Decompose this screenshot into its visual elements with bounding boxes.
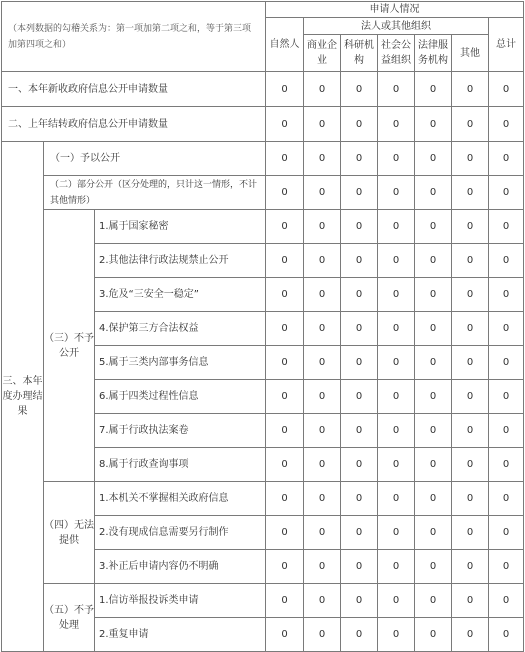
item-label: 3.危及“三安全一稳定” bbox=[95, 278, 266, 312]
cell-value: 0 bbox=[415, 278, 452, 312]
col-business: 商业企业 bbox=[304, 35, 341, 72]
cell-value: 0 bbox=[266, 142, 304, 176]
row-notdisclose-1 bbox=[2, 210, 524, 244]
item-label: 2.重复申请 bbox=[95, 618, 266, 652]
cell-value: 0 bbox=[341, 210, 378, 244]
cell-value: 0 bbox=[304, 244, 341, 278]
cell-value: 0 bbox=[378, 278, 415, 312]
cell-value: 0 bbox=[378, 107, 415, 142]
item-label: 3.补正后申请内容仍不明确 bbox=[95, 550, 266, 584]
cell-value: 0 bbox=[489, 346, 524, 380]
cell-value: 0 bbox=[489, 414, 524, 448]
cell-value: 0 bbox=[304, 142, 341, 176]
cell-value: 0 bbox=[266, 72, 304, 107]
cell-value: 0 bbox=[266, 176, 304, 210]
cell-value: 0 bbox=[452, 380, 489, 414]
cell-value: 0 bbox=[304, 278, 341, 312]
cell-value: 0 bbox=[341, 618, 378, 652]
cell-value: 0 bbox=[266, 584, 304, 618]
cell-value: 0 bbox=[266, 107, 304, 142]
cell-value: 0 bbox=[415, 584, 452, 618]
item-label: 4.保护第三方合法权益 bbox=[95, 312, 266, 346]
cell-value: 0 bbox=[304, 482, 341, 516]
cell-value: 0 bbox=[452, 346, 489, 380]
cell-value: 0 bbox=[415, 380, 452, 414]
cell-value: 0 bbox=[378, 312, 415, 346]
cell-value: 0 bbox=[378, 414, 415, 448]
cell-value: 0 bbox=[266, 550, 304, 584]
item-label: 1.属于国家秘密 bbox=[95, 210, 266, 244]
cell-value: 0 bbox=[489, 312, 524, 346]
cell-value: 0 bbox=[489, 72, 524, 107]
cell-value: 0 bbox=[452, 107, 489, 142]
col-total: 总计 bbox=[489, 18, 524, 72]
category-unable: （四）无法提供 bbox=[44, 482, 95, 584]
cell-value: 0 bbox=[415, 414, 452, 448]
cell-value: 0 bbox=[304, 550, 341, 584]
relation-note: （本列数据的勾稽关系为：第一项加第二项之和，等于第三项加第四项之和） bbox=[2, 2, 266, 72]
item-label: （一）予以公开 bbox=[44, 142, 266, 176]
cell-value: 0 bbox=[378, 142, 415, 176]
cell-value: 0 bbox=[378, 380, 415, 414]
cell-value: 0 bbox=[452, 584, 489, 618]
cell-value: 0 bbox=[489, 142, 524, 176]
cell-value: 0 bbox=[452, 278, 489, 312]
cell-value: 0 bbox=[415, 72, 452, 107]
cell-value: 0 bbox=[415, 210, 452, 244]
cell-value: 0 bbox=[415, 482, 452, 516]
cell-value: 0 bbox=[378, 210, 415, 244]
cell-value: 0 bbox=[341, 107, 378, 142]
cell-value: 0 bbox=[415, 244, 452, 278]
cell-value: 0 bbox=[341, 312, 378, 346]
cell-value: 0 bbox=[452, 414, 489, 448]
item-label: 5.属于三类内部事务信息 bbox=[95, 346, 266, 380]
cell-value: 0 bbox=[266, 448, 304, 482]
cell-value: 0 bbox=[415, 618, 452, 652]
col-natural: 自然人 bbox=[266, 18, 304, 72]
cell-value: 0 bbox=[452, 516, 489, 550]
cell-value: 0 bbox=[304, 210, 341, 244]
cell-value: 0 bbox=[266, 414, 304, 448]
cell-value: 0 bbox=[452, 142, 489, 176]
cell-value: 0 bbox=[378, 618, 415, 652]
cell-value: 0 bbox=[304, 380, 341, 414]
cell-value: 0 bbox=[266, 244, 304, 278]
cell-value: 0 bbox=[266, 482, 304, 516]
cell-value: 0 bbox=[415, 142, 452, 176]
cell-value: 0 bbox=[304, 448, 341, 482]
row-new-applications bbox=[2, 72, 524, 107]
cell-value: 0 bbox=[378, 176, 415, 210]
statistics-table bbox=[1, 1, 524, 652]
cell-value: 0 bbox=[266, 618, 304, 652]
cell-value: 0 bbox=[378, 244, 415, 278]
cell-value: 0 bbox=[378, 72, 415, 107]
cell-value: 0 bbox=[452, 550, 489, 584]
cell-value: 0 bbox=[489, 584, 524, 618]
section-3-label: 三、本年度办理结果 bbox=[2, 142, 44, 652]
cell-value: 0 bbox=[415, 176, 452, 210]
cell-value: 0 bbox=[489, 107, 524, 142]
cell-value: 0 bbox=[341, 448, 378, 482]
col-other: 其他 bbox=[452, 35, 489, 72]
cell-value: 0 bbox=[266, 278, 304, 312]
cell-value: 0 bbox=[341, 482, 378, 516]
cell-value: 0 bbox=[266, 312, 304, 346]
cell-value: 0 bbox=[341, 516, 378, 550]
cell-value: 0 bbox=[489, 482, 524, 516]
cell-value: 0 bbox=[341, 176, 378, 210]
cell-value: 0 bbox=[378, 584, 415, 618]
cell-value: 0 bbox=[341, 72, 378, 107]
header-row-1 bbox=[2, 2, 524, 18]
cell-value: 0 bbox=[304, 516, 341, 550]
category-no-process: （五）不予处理 bbox=[44, 584, 95, 652]
applicant-header: 申请人情况 bbox=[266, 2, 524, 18]
cell-value: 0 bbox=[452, 618, 489, 652]
cell-value: 0 bbox=[341, 380, 378, 414]
cell-value: 0 bbox=[304, 346, 341, 380]
cell-value: 0 bbox=[304, 584, 341, 618]
cell-value: 0 bbox=[415, 312, 452, 346]
category-not-disclose: （三）不予公开 bbox=[44, 210, 95, 482]
cell-value: 0 bbox=[489, 618, 524, 652]
cell-value: 0 bbox=[341, 142, 378, 176]
cell-value: 0 bbox=[304, 414, 341, 448]
item-label: 2.其他法律行政法规禁止公开 bbox=[95, 244, 266, 278]
row-noprocess-1 bbox=[2, 584, 524, 618]
cell-value: 0 bbox=[452, 72, 489, 107]
item-label: 1.信访举报投诉类申请 bbox=[95, 584, 266, 618]
cell-value: 0 bbox=[415, 346, 452, 380]
item-label: （二）部分公开（区分处理的，只计这一情形，不计其他情形） bbox=[44, 176, 266, 210]
cell-value: 0 bbox=[489, 244, 524, 278]
cell-value: 0 bbox=[489, 210, 524, 244]
cell-value: 0 bbox=[378, 448, 415, 482]
cell-value: 0 bbox=[304, 618, 341, 652]
row-unable-1 bbox=[2, 482, 524, 516]
cell-value: 0 bbox=[415, 107, 452, 142]
cell-value: 0 bbox=[266, 210, 304, 244]
item-label: 8.属于行政查询事项 bbox=[95, 448, 266, 482]
cell-value: 0 bbox=[415, 448, 452, 482]
cell-value: 0 bbox=[452, 176, 489, 210]
cell-value: 0 bbox=[378, 550, 415, 584]
cell-value: 0 bbox=[304, 312, 341, 346]
cell-value: 0 bbox=[378, 346, 415, 380]
cell-value: 0 bbox=[266, 380, 304, 414]
col-public-org: 社会公益组织 bbox=[378, 35, 415, 72]
cell-value: 0 bbox=[489, 550, 524, 584]
col-research: 科研机构 bbox=[341, 35, 378, 72]
cell-value: 0 bbox=[452, 448, 489, 482]
cell-value: 0 bbox=[415, 516, 452, 550]
cell-value: 0 bbox=[452, 312, 489, 346]
item-label: 1.本机关不掌握相关政府信息 bbox=[95, 482, 266, 516]
cell-value: 0 bbox=[489, 448, 524, 482]
cell-value: 0 bbox=[452, 244, 489, 278]
cell-value: 0 bbox=[341, 584, 378, 618]
cell-value: 0 bbox=[341, 278, 378, 312]
cell-value: 0 bbox=[452, 210, 489, 244]
cell-value: 0 bbox=[489, 278, 524, 312]
cell-value: 0 bbox=[489, 176, 524, 210]
cell-value: 0 bbox=[341, 346, 378, 380]
cell-value: 0 bbox=[341, 414, 378, 448]
cell-value: 0 bbox=[378, 516, 415, 550]
cell-value: 0 bbox=[304, 107, 341, 142]
row-disclose bbox=[2, 142, 524, 176]
cell-value: 0 bbox=[266, 516, 304, 550]
item-label: 2.没有现成信息需要另行制作 bbox=[95, 516, 266, 550]
cell-value: 0 bbox=[304, 176, 341, 210]
col-legal-service: 法律服务机构 bbox=[415, 35, 452, 72]
cell-value: 0 bbox=[304, 72, 341, 107]
item-label: 7.属于行政执法案卷 bbox=[95, 414, 266, 448]
cell-value: 0 bbox=[341, 550, 378, 584]
cell-value: 0 bbox=[415, 550, 452, 584]
cell-value: 0 bbox=[452, 482, 489, 516]
legal-group-header: 法人或其他组织 bbox=[304, 18, 489, 35]
cell-value: 0 bbox=[266, 346, 304, 380]
row-label: 一、本年新收政府信息公开申请数量 bbox=[2, 72, 266, 107]
item-label: 6.属于四类过程性信息 bbox=[95, 380, 266, 414]
row-partial bbox=[2, 176, 524, 210]
cell-value: 0 bbox=[489, 516, 524, 550]
row-carried-over bbox=[2, 107, 524, 142]
cell-value: 0 bbox=[489, 380, 524, 414]
cell-value: 0 bbox=[378, 482, 415, 516]
row-label: 二、上年结转政府信息公开申请数量 bbox=[2, 107, 266, 142]
cell-value: 0 bbox=[341, 244, 378, 278]
